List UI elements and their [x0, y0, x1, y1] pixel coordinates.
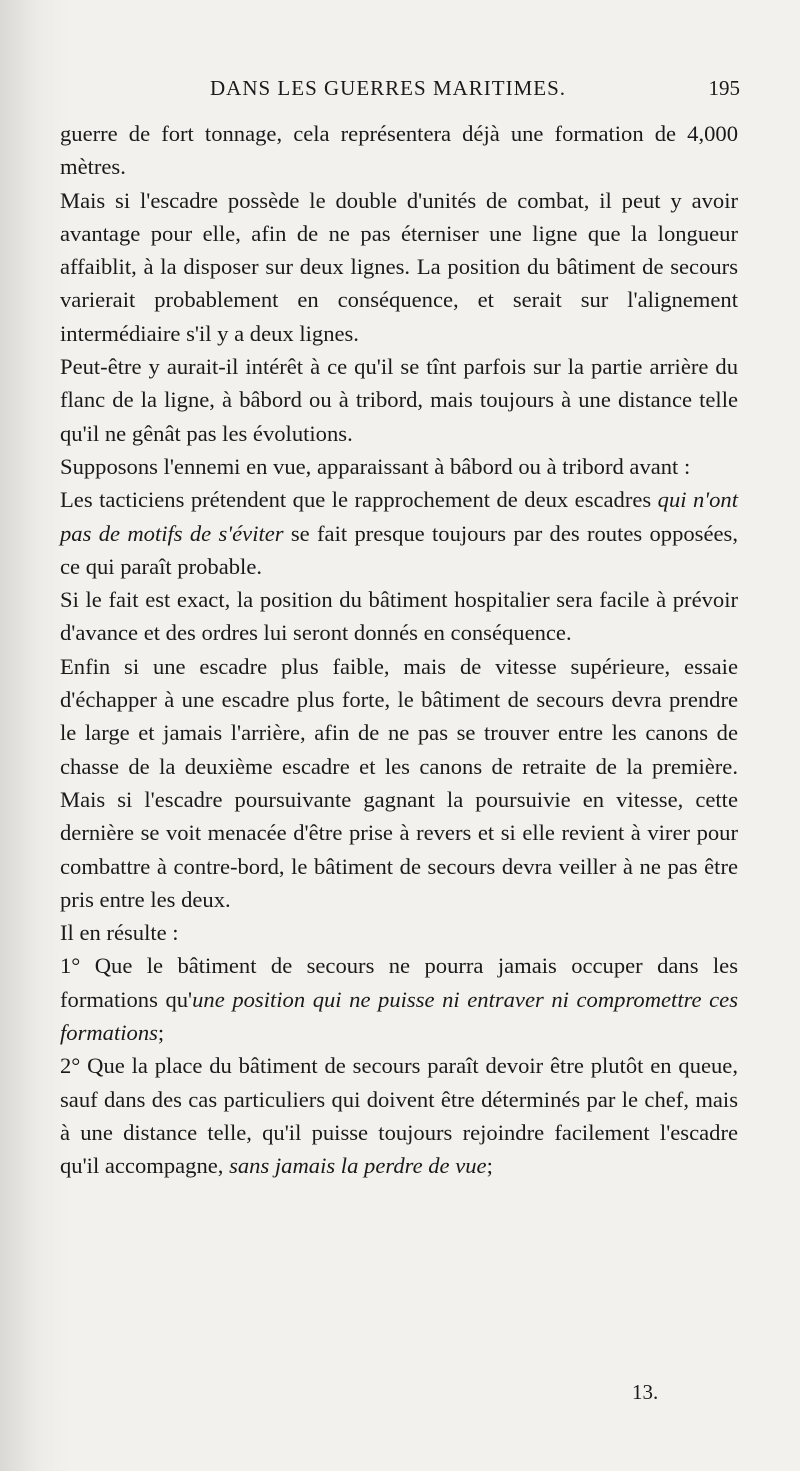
text-run: Enfin si une escadre plus faible, mais de vitesse supérieure, essaie d'échapper à une escadre plus forte, le bâtiment de secours devra prendre le large et jamais l'arrière, afin de ne pas se trouver entre les canons de chasse de la deuxième escadre et les canons de retraite de la première. Mais si l'escadre poursuivante gagnant la poursuivie en vitesse, cette dernière se voit menacée d'être prise à revers et si elle revient à virer pour combattre à contre-bord, le bâtiment de secours devra veiller à ne pas être pris entre les deux. — [60, 653, 738, 912]
italic-run: sans jamais la perdre de vue — [229, 1153, 487, 1179]
paragraph — [60, 650, 738, 916]
text-run: ; — [157, 1020, 165, 1046]
paragraph — [60, 483, 738, 583]
paragraph — [60, 916, 738, 949]
text-run: 1° Que le bâtiment de secours ne pourra jamais occuper dans les formations qu' — [60, 953, 738, 1012]
text-run: se fait presque toujours par des routes opposées, ce qui paraît probable. — [60, 520, 738, 579]
body-text — [60, 117, 738, 1183]
text-run: Il en résulte : — [60, 920, 179, 946]
paragraph — [60, 949, 738, 1049]
italic-run: qui n'ont pas de motifs de s'éviter — [60, 487, 738, 546]
text-run: Mais si l'escadre possède le double d'unités de combat, il peut y avoir avantage pour elle, afin de ne pas éterniser une ligne que la longueur affaiblit, à la disposer sur deux lignes. La position du bâtiment de secours varierait probablement en conséquence, et serait sur l'alignement intermédiaire s'il y a deux lignes. — [60, 187, 738, 346]
paragraph — [60, 1049, 738, 1182]
text-run: guerre de fort tonnage, cela représentera déjà une formation de 4,000 mètres. — [60, 121, 738, 180]
text-run: Supposons l'ennemi en vue, apparaissant à bâbord ou à tribord avant : — [60, 453, 691, 479]
text-run: Si le fait est exact, la position du bâtiment hospitalier sera facile à prévoir d'avance et des ordres lui seront donnés en conséquence. — [60, 587, 738, 646]
text-run: Peut-être y aurait-il intérêt à ce qu'il se tînt parfois sur la partie arrière du flanc de la ligne, à bâbord ou à tribord, mais toujours à une distance telle qu'il ne gênât pas les évolutions. — [60, 354, 738, 446]
paragraph — [60, 450, 738, 483]
italic-run: une position qui ne puisse ni entraver ni compromettre ces formations — [60, 986, 738, 1046]
text-run: Les tacticiens prétendent que le rapprochement de deux escadres — [60, 487, 658, 513]
paragraph — [60, 583, 738, 650]
running-title: DANS LES GUERRES MARITIMES. — [210, 76, 567, 100]
paragraph — [60, 350, 738, 450]
paragraph — [60, 117, 738, 184]
signature-mark: 13. — [632, 1380, 659, 1404]
text-run: 2° Que la place du bâtiment de secours paraît devoir être plutôt en queue, sauf dans des cas particuliers qui doivent être déterminés par le chef, mais à une distance telle, qu'il puisse toujours rejoindre facilement l'escadre qu'il accompagne, — [60, 1053, 738, 1179]
page-header — [60, 76, 740, 108]
text-run: ; — [486, 1153, 493, 1179]
page-number: 195 — [708, 76, 740, 100]
paragraph — [60, 184, 738, 350]
